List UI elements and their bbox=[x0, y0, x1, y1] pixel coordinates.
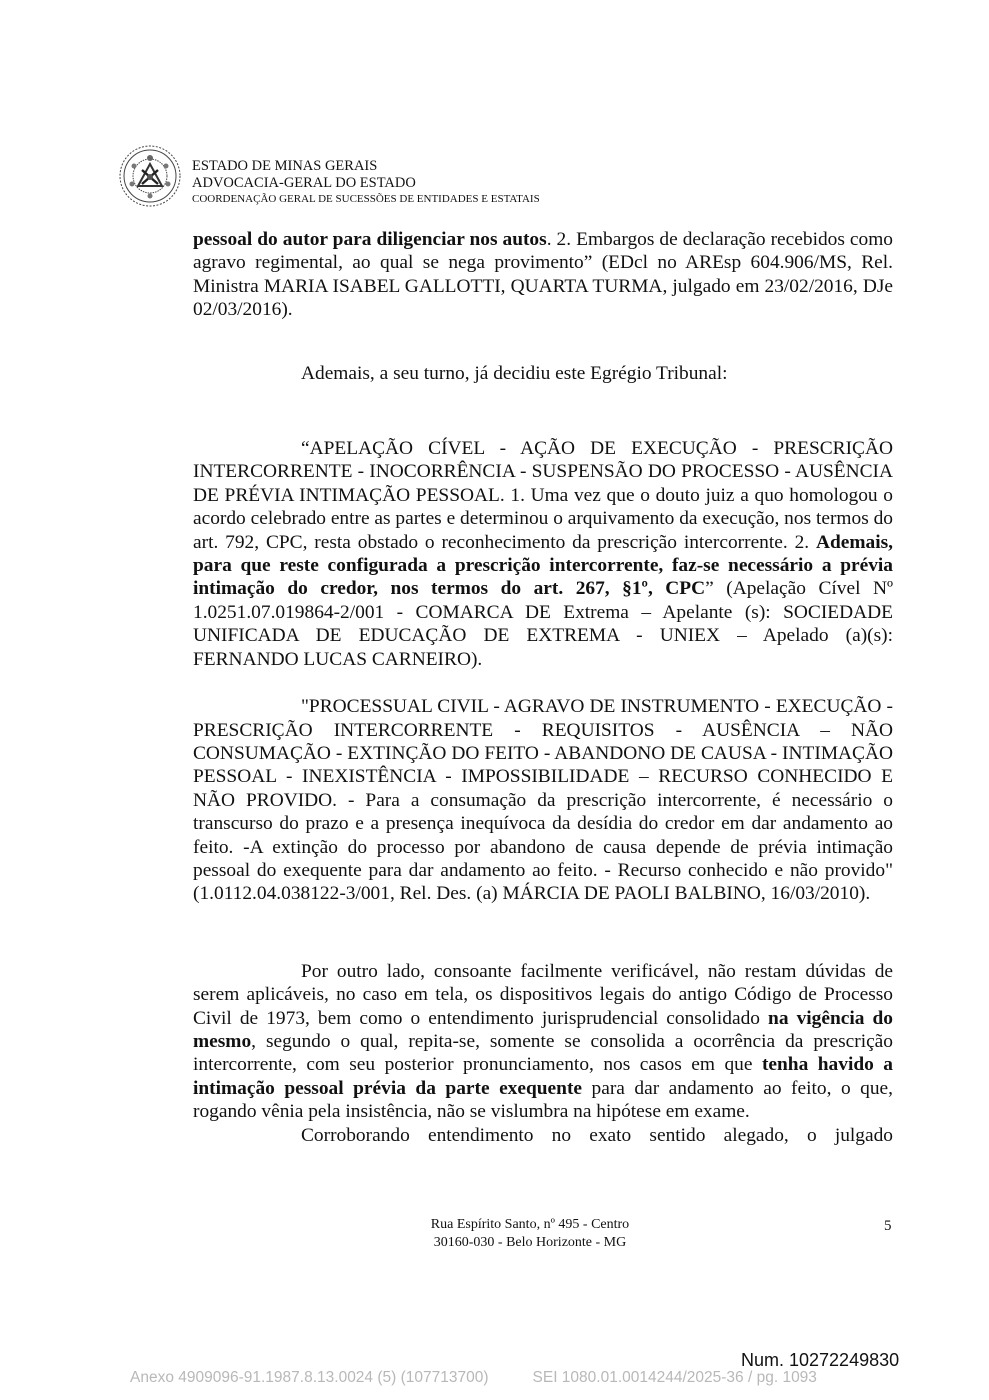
state-name: ESTADO DE MINAS GERAIS bbox=[192, 158, 378, 174]
coat-of-arms-icon bbox=[118, 144, 182, 208]
text: . 2. Embargos de declaração recebidos como agravo regimental, ao qual se nega provimento” (EDcl no AREsp 604.906/MS, Rel. Ministra MARIA ISABEL GALLOTTI, QUARTA TURMA, julgado em 23/02/2016, DJe 02/03/2016). bbox=[193, 229, 893, 321]
page-number: 5 bbox=[884, 1218, 892, 1234]
address-line-2: 30160-030 - Belo Horizonte - MG bbox=[433, 1235, 627, 1250]
annex-reference: Anexo 4909096-91.1987.8.13.0024 (5) (107713700) bbox=[130, 1369, 489, 1386]
footer-address bbox=[0, 1216, 989, 1252]
quote-processual-civil: "PROCESSUAL CIVIL - AGRAVO DE INSTRUMENTO - EXECUÇÃO - PRESCRIÇÃO INTERCORRENTE - REQUISITOS - AUSÊNCIA – NÃO CONSUMAÇÃO - EXTINÇÃO DO FEITO - ABANDONO DE CAUSA - INTIMAÇÃO PESSOAL - INEXISTÊNCIA - IMPOSSIBILIDADE – RECURSO CONHECIDO E NÃO PROVIDO. - Para a consumação da prescrição intercorrente, é necessário o transcurso do prazo e a presença inequívoca da desídia do credor em dar andamento ao feito. -A extinção do processo por abandono de causa depende de prévia intimação pessoal do exequente para dar andamento ao feito. - Recurso conhecido e não provido" (1.0112.04.038122-3/001, Rel. Des. (a) MÁRCIA DE PAOLI BALBINO, 16/03/2010). bbox=[193, 696, 893, 905]
sei-reference: SEI 1080.01.0014244/2025-36 / pg. 1093 bbox=[532, 1369, 817, 1386]
paragraph-continuation: Corroborando entendimento no exato sentido alegado, o julgado bbox=[301, 1124, 893, 1146]
agency-name: ADVOCACIA-GERAL DO ESTADO bbox=[192, 175, 416, 191]
document-body bbox=[193, 228, 893, 1147]
quote-apelacao-civel bbox=[193, 437, 893, 671]
address-line-1: Rua Espírito Santo, nº 495 - Centro bbox=[430, 1217, 630, 1232]
paragraph-argument bbox=[193, 960, 893, 1124]
letterhead-text bbox=[192, 158, 540, 207]
bold-text: na vigência do mesmo bbox=[193, 1007, 893, 1052]
text: ” (Apelação Cível Nº 1.0251.07.019864-2/001 - COMARCA DE Extrema – Apelante (s): SOCIEDADE UNIFICADA DE EDUCAÇÃO DE EXTREMA - UNIEX – Apelado (a)(s): FERNANDO LUCAS CARNEIRO). bbox=[193, 578, 893, 670]
annex-stamp bbox=[130, 1369, 817, 1387]
bold-text: pessoal do autor para diligenciar nos autos bbox=[193, 229, 547, 250]
bold-text: Ademais, para que reste configurada a prescrição intercorrente, faz-se necessário a prévia intimação do credor, nos termos do art. 267, §1º, CPC bbox=[193, 531, 893, 600]
document-number-stamp: Num. 10272249830 bbox=[741, 1350, 900, 1370]
bold-text: tenha havido a intimação pessoal prévia da parte exequente bbox=[193, 1054, 893, 1099]
paragraph-intro: Ademais, a seu turno, já decidiu este Egrégio Tribunal: bbox=[301, 362, 728, 384]
text: , segundo o qual, repita-se, somente se consolida a ocorrência da prescrição intercorrente, com seu posterior pronunciamento, nos casos em que bbox=[193, 1030, 893, 1076]
department-name: COORDENAÇÃO GERAL DE SUCESSÕES DE ENTIDADES E ESTATAIS bbox=[192, 193, 540, 205]
text: Por outro lado, consoante facilmente verificável, não restam dúvidas de serem aplicáveis, no caso em tela, os dispositivos legais do antigo Código de Processo Civil de 1973, bem como o entendimento jurisprudencial consolidado bbox=[193, 960, 893, 1029]
paragraph-citation-end bbox=[193, 228, 893, 322]
text: para dar andamento ao feito, o que, rogando vênia pela insistência, não se vislumbra na hipótese em exame. bbox=[193, 1077, 893, 1123]
text: “APELAÇÃO CÍVEL - AÇÃO DE EXECUÇÃO - PRESCRIÇÃO INTERCORRENTE - INOCORRÊNCIA - SUSPENSÃO DO PROCESSO - AUSÊNCIA DE PRÉVIA INTIMAÇÃO PESSOAL. 1. Uma vez que o douto juiz a quo homologou o acordo celebrado entre as partes e determinou o arquivamento da execução, nos termos do art. 792, CPC, resta obstado o reconhecimento da prescrição intercorrente. 2. bbox=[193, 438, 893, 553]
